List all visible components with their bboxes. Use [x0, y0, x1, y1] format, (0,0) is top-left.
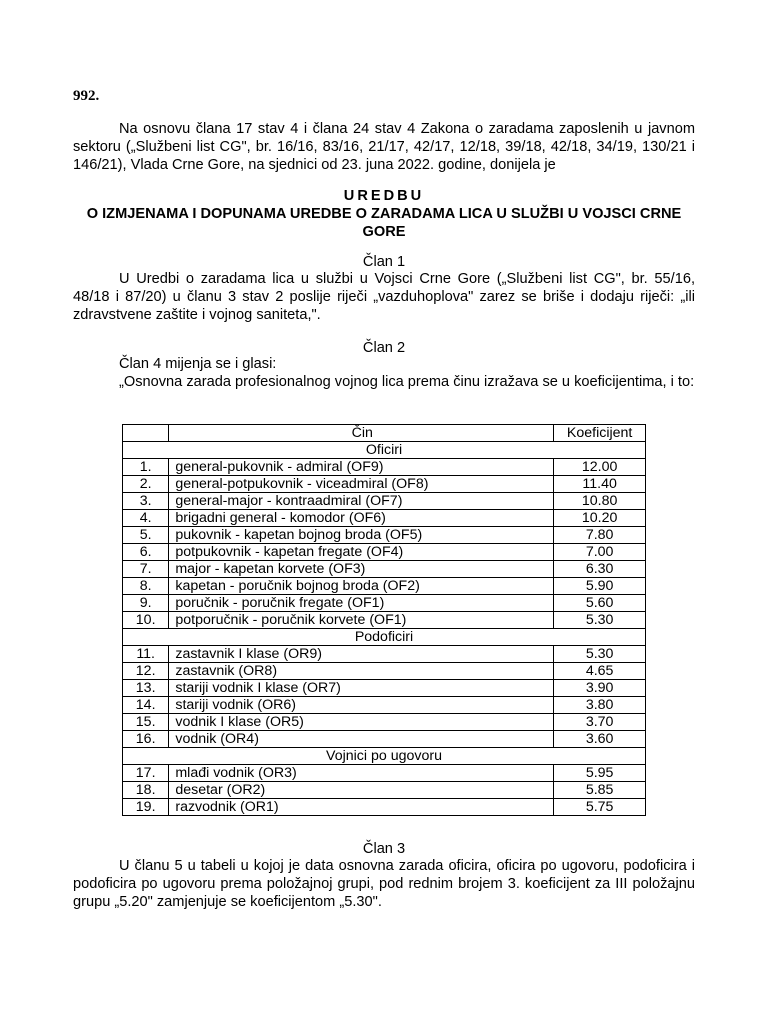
- article-2-line-2: „Osnovna zarada profesionalnog vojnog lica prema činu izražava se u koeficijentima, i to:: [119, 374, 695, 390]
- table-row: [123, 561, 646, 578]
- table-row: [123, 765, 646, 782]
- table-row: [123, 697, 646, 714]
- row-rank: zastavnik (OR8): [169, 663, 554, 680]
- row-coefficient: 3.80: [554, 697, 646, 714]
- row-coefficient: 5.85: [554, 782, 646, 799]
- header-coef: Koeficijent: [554, 425, 646, 442]
- row-rank: stariji vodnik I klase (OR7): [169, 680, 554, 697]
- row-number: 10.: [123, 612, 169, 629]
- table-row: [123, 527, 646, 544]
- row-coefficient: 7.80: [554, 527, 646, 544]
- group-name: Vojnici po ugovoru: [123, 748, 646, 765]
- decree-subtitle: O IZMJENAMA I DOPUNAMA UREDBE O ZARADAMA LICA U SLUŽBI U VOJSCI CRNE GORE: [86, 206, 682, 240]
- table-header-row: [123, 425, 646, 442]
- group-name: Oficiri: [123, 442, 646, 459]
- table-row: [123, 646, 646, 663]
- row-number: 19.: [123, 799, 169, 816]
- row-rank: potporučnik - poručnik korvete (OF1): [169, 612, 554, 629]
- row-coefficient: 12.00: [554, 459, 646, 476]
- table-row: [123, 663, 646, 680]
- table-row: [123, 612, 646, 629]
- preamble: Na osnovu člana 17 stav 4 i člana 24 stav 4 Zakona o zaradama zaposlenih u javnom sektoru („Službeni list CG", br. 16/16, 83/16, 21/17, 42/17, 12/18, 39/18, 42/18, 34/19, 130/21 i 146/21), Vlada Crne Gore, na sjednici od 23. juna 2022. godine, donijela je: [73, 121, 695, 173]
- table-row: [123, 476, 646, 493]
- article-1-heading: Član 1: [362, 254, 406, 270]
- row-number: 14.: [123, 697, 169, 714]
- row-rank: brigadni general - komodor (OF6): [169, 510, 554, 527]
- row-coefficient: 5.75: [554, 799, 646, 816]
- row-coefficient: 10.80: [554, 493, 646, 510]
- table-row: [123, 459, 646, 476]
- row-number: 6.: [123, 544, 169, 561]
- row-coefficient: 3.60: [554, 731, 646, 748]
- table-row: [123, 782, 646, 799]
- table-row: [123, 680, 646, 697]
- table-group-row: [123, 629, 646, 646]
- table-group-row: [123, 748, 646, 765]
- table-row: [123, 731, 646, 748]
- article-3-text: U članu 5 u tabeli u kojoj je data osnovna zarada oficira, oficira po ugovoru, podoficira i podoficira po ugovoru prema položajnoj grupi, pod rednim brojem 3. koeficijent za III položajnu grupu „5.20" zamjenjuje se koeficijentom „5.30".: [73, 858, 695, 910]
- row-number: 16.: [123, 731, 169, 748]
- header-no: [123, 425, 169, 442]
- article-1-text: U Uredbi o zaradama lica u službi u Vojsci Crne Gore („Službeni list CG", br. 55/16, 48/18 i 87/20) u članu 3 stav 2 poslije riječi „vazduhoplova" zarez se briše i dodaju riječi: „ili zdravstvene zaštite i vojnog saniteta,".: [73, 271, 695, 323]
- article-2-line-1: Član 4 mijenja se i glasi:: [119, 356, 277, 372]
- row-number: 7.: [123, 561, 169, 578]
- row-number: 11.: [123, 646, 169, 663]
- article-3-heading: Član 3: [362, 841, 406, 857]
- row-rank: vodnik I klase (OR5): [169, 714, 554, 731]
- coefficient-table: [122, 424, 646, 816]
- table-row: [123, 510, 646, 527]
- row-rank: zastavnik I klase (OR9): [169, 646, 554, 663]
- article-2-heading: Član 2: [362, 340, 406, 356]
- group-name: Podoficiri: [123, 629, 646, 646]
- row-number: 12.: [123, 663, 169, 680]
- row-coefficient: 3.70: [554, 714, 646, 731]
- row-rank: pukovnik - kapetan bojnog broda (OF5): [169, 527, 554, 544]
- row-coefficient: 11.40: [554, 476, 646, 493]
- table-row: [123, 595, 646, 612]
- row-coefficient: 10.20: [554, 510, 646, 527]
- row-rank: razvodnik (OR1): [169, 799, 554, 816]
- table-row: [123, 578, 646, 595]
- decree-title: UREDBU: [343, 188, 425, 204]
- row-rank: poručnik - poručnik fregate (OF1): [169, 595, 554, 612]
- row-coefficient: 5.30: [554, 646, 646, 663]
- row-number: 4.: [123, 510, 169, 527]
- row-number: 3.: [123, 493, 169, 510]
- row-number: 5.: [123, 527, 169, 544]
- row-coefficient: 3.90: [554, 680, 646, 697]
- row-coefficient: 6.30: [554, 561, 646, 578]
- row-coefficient: 4.65: [554, 663, 646, 680]
- table-row: [123, 714, 646, 731]
- table-group-row: [123, 442, 646, 459]
- row-coefficient: 5.30: [554, 612, 646, 629]
- row-rank: mlađi vodnik (OR3): [169, 765, 554, 782]
- row-number: 2.: [123, 476, 169, 493]
- table-body: [123, 442, 646, 816]
- row-coefficient: 5.90: [554, 578, 646, 595]
- row-rank: general-pukovnik - admiral (OF9): [169, 459, 554, 476]
- row-number: 1.: [123, 459, 169, 476]
- row-number: 18.: [123, 782, 169, 799]
- row-coefficient: 7.00: [554, 544, 646, 561]
- row-rank: desetar (OR2): [169, 782, 554, 799]
- row-rank: general-potpukovnik - viceadmiral (OF8): [169, 476, 554, 493]
- row-rank: potpukovnik - kapetan fregate (OF4): [169, 544, 554, 561]
- row-number: 13.: [123, 680, 169, 697]
- row-rank: vodnik (OR4): [169, 731, 554, 748]
- header-rank: Čin: [169, 425, 554, 442]
- row-number: 17.: [123, 765, 169, 782]
- row-number: 8.: [123, 578, 169, 595]
- table-row: [123, 544, 646, 561]
- row-rank: general-major - kontraadmiral (OF7): [169, 493, 554, 510]
- row-number: 15.: [123, 714, 169, 731]
- row-number: 9.: [123, 595, 169, 612]
- row-rank: kapetan - poručnik bojnog broda (OF2): [169, 578, 554, 595]
- table-row: [123, 799, 646, 816]
- row-rank: stariji vodnik (OR6): [169, 697, 554, 714]
- row-rank: major - kapetan korvete (OF3): [169, 561, 554, 578]
- table-row: [123, 493, 646, 510]
- doc-number: 992.: [73, 88, 100, 104]
- row-coefficient: 5.60: [554, 595, 646, 612]
- row-coefficient: 5.95: [554, 765, 646, 782]
